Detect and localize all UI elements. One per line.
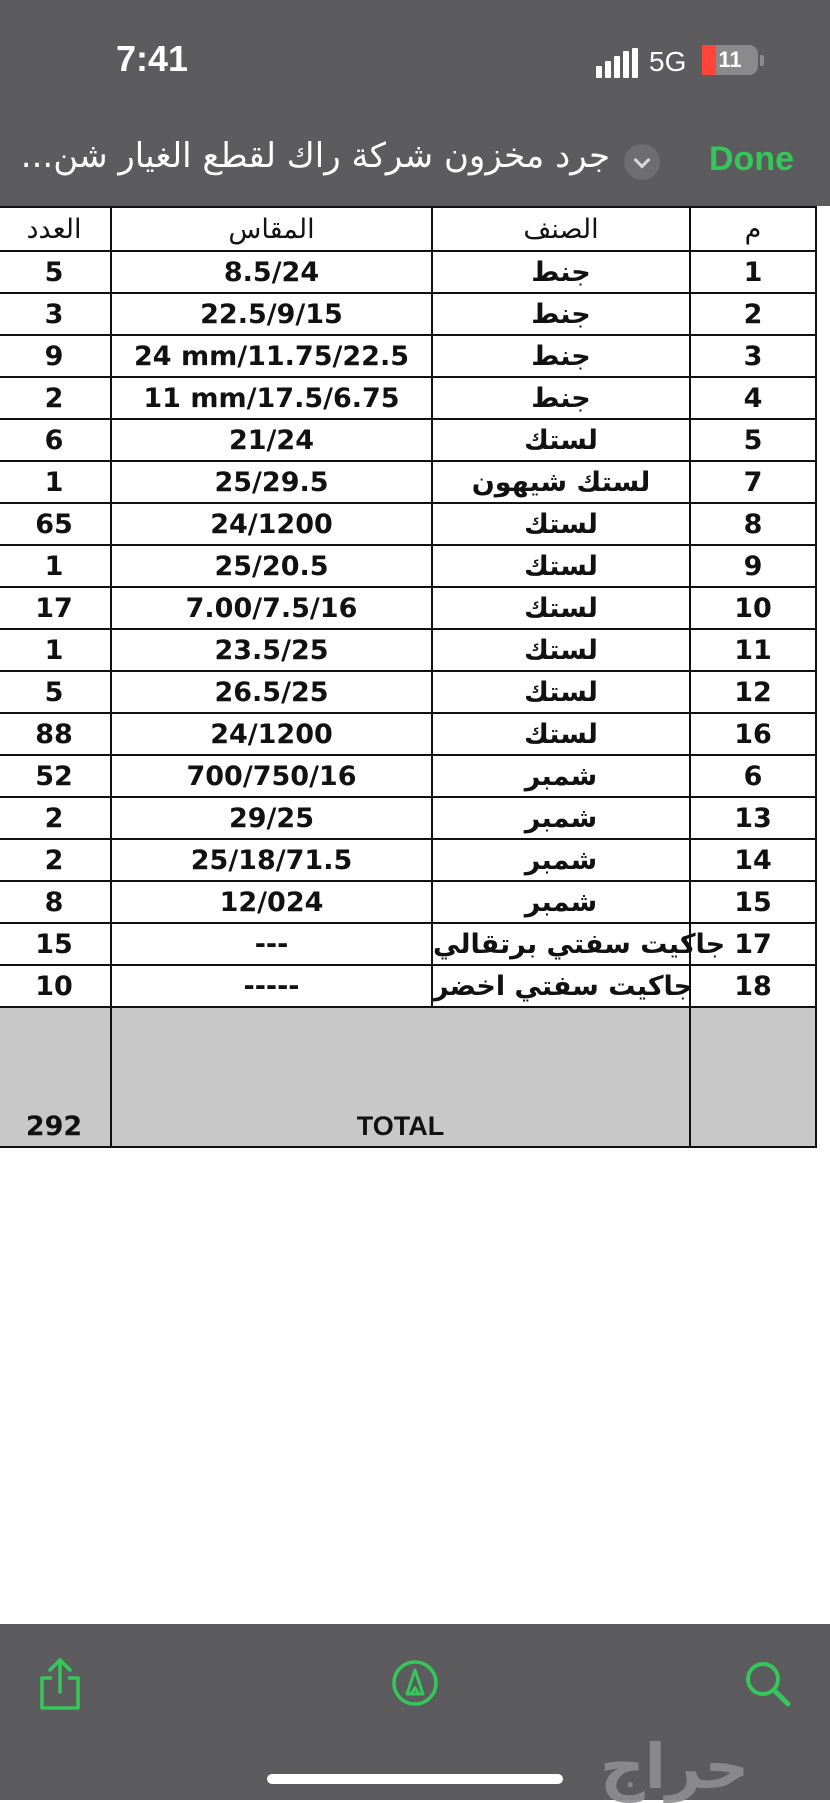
table-row xyxy=(0,377,816,419)
status-time: 7:41 xyxy=(116,38,189,79)
cell-category: لستك xyxy=(432,713,690,755)
document-title[interactable]: جرد مخزون شركة راك لقطع الغيار شن... xyxy=(20,136,610,176)
table-row xyxy=(0,419,816,461)
chevron-down-icon[interactable] xyxy=(624,144,660,180)
network-type: 5G xyxy=(649,46,687,77)
header-category: الصنف xyxy=(432,207,690,251)
cell-size: ----- xyxy=(111,965,432,1007)
cell-qty: 2 xyxy=(0,839,111,881)
cell-size: 25/18/71.5 xyxy=(111,839,432,881)
cell-qty: 2 xyxy=(0,797,111,839)
table-row xyxy=(0,755,816,797)
battery-tip xyxy=(760,55,764,66)
table-row xyxy=(0,335,816,377)
cell-num: 1 xyxy=(690,251,816,293)
table-row xyxy=(0,797,816,839)
cell-qty: 1 xyxy=(0,545,111,587)
cell-num: 14 xyxy=(690,839,816,881)
table-row xyxy=(0,293,816,335)
done-button[interactable]: Done xyxy=(709,140,794,178)
table-row xyxy=(0,461,816,503)
cell-size: 24/1200 xyxy=(111,503,432,545)
cell-size: 22.5/9/15 xyxy=(111,293,432,335)
cell-category: جنط xyxy=(432,251,690,293)
table-row xyxy=(0,881,816,923)
cell-qty: 1 xyxy=(0,461,111,503)
table-row xyxy=(0,713,816,755)
cell-category: جنط xyxy=(432,293,690,335)
cell-num: 8 xyxy=(690,503,816,545)
cell-size: 25/20.5 xyxy=(111,545,432,587)
cell-size: 25/29.5 xyxy=(111,461,432,503)
cell-size: 8.5/24 xyxy=(111,251,432,293)
cell-num: 7 xyxy=(690,461,816,503)
cell-num: 17 xyxy=(690,923,816,965)
signal-icon xyxy=(596,48,638,78)
battery-icon xyxy=(702,45,758,75)
cell-category: شمبر xyxy=(432,839,690,881)
cell-qty: 1 xyxy=(0,629,111,671)
cell-num: 10 xyxy=(690,587,816,629)
markup-icon[interactable] xyxy=(390,1658,440,1708)
cell-category: لستك شيهون xyxy=(432,461,690,503)
cell-size: 12/024 xyxy=(111,881,432,923)
cell-category: جنط xyxy=(432,335,690,377)
table-row xyxy=(0,545,816,587)
nav-header xyxy=(0,0,830,206)
cell-size: 29/25 xyxy=(111,797,432,839)
cell-category: لستك xyxy=(432,587,690,629)
cell-category: لستك xyxy=(432,545,690,587)
cell-num: 2 xyxy=(690,293,816,335)
cell-category: شمبر xyxy=(432,755,690,797)
cell-qty: 52 xyxy=(0,755,111,797)
header-qty: العدد xyxy=(0,207,111,251)
inventory-table xyxy=(0,206,817,1148)
cell-category: لستك xyxy=(432,419,690,461)
cell-qty: 9 xyxy=(0,335,111,377)
home-indicator[interactable] xyxy=(267,1774,563,1784)
header-num: م xyxy=(690,207,816,251)
cell-category: جاكيت سفتي برتقالي xyxy=(432,923,690,965)
cell-qty: 8 xyxy=(0,881,111,923)
cell-num: 4 xyxy=(690,377,816,419)
cell-size: 24 mm/11.75/22.5 xyxy=(111,335,432,377)
cell-size: 24/1200 xyxy=(111,713,432,755)
cell-num: 12 xyxy=(690,671,816,713)
cell-num: 3 xyxy=(690,335,816,377)
cell-category: شمبر xyxy=(432,881,690,923)
cell-size: 26.5/25 xyxy=(111,671,432,713)
table-row xyxy=(0,629,816,671)
table-header-row xyxy=(0,207,816,251)
cell-qty: 88 xyxy=(0,713,111,755)
cell-qty: 5 xyxy=(0,251,111,293)
cell-num: 5 xyxy=(690,419,816,461)
cell-category: لستك xyxy=(432,629,690,671)
header-size: المقاس xyxy=(111,207,432,251)
total-blank xyxy=(690,1007,816,1147)
cell-qty: 65 xyxy=(0,503,111,545)
total-qty: 292 xyxy=(0,1007,111,1147)
cell-qty: 10 xyxy=(0,965,111,1007)
cell-size: 700/750/16 xyxy=(111,755,432,797)
table-row xyxy=(0,671,816,713)
total-label: TOTAL xyxy=(111,1007,690,1147)
battery-level: 11 xyxy=(718,47,742,72)
table-row xyxy=(0,923,816,965)
share-icon[interactable] xyxy=(36,1656,84,1712)
total-row xyxy=(0,1007,816,1147)
cell-size: 11 mm/17.5/6.75 xyxy=(111,377,432,419)
cell-num: 16 xyxy=(690,713,816,755)
cell-num: 15 xyxy=(690,881,816,923)
cell-category: لستك xyxy=(432,671,690,713)
search-icon[interactable] xyxy=(742,1658,794,1710)
table-row xyxy=(0,503,816,545)
table-row xyxy=(0,251,816,293)
cell-qty: 17 xyxy=(0,587,111,629)
cell-num: 18 xyxy=(690,965,816,1007)
cell-num: 13 xyxy=(690,797,816,839)
table-row xyxy=(0,839,816,881)
watermark-logo: حراج xyxy=(600,1730,750,1803)
cell-size: 23.5/25 xyxy=(111,629,432,671)
cell-num: 9 xyxy=(690,545,816,587)
cell-qty: 6 xyxy=(0,419,111,461)
cell-size: --- xyxy=(111,923,432,965)
cell-qty: 2 xyxy=(0,377,111,419)
table-row xyxy=(0,965,816,1007)
cell-size: 7.00/7.5/16 xyxy=(111,587,432,629)
cell-category: جاكيت سفتي اخضر xyxy=(432,965,690,1007)
cell-category: جنط xyxy=(432,377,690,419)
cell-num: 11 xyxy=(690,629,816,671)
cell-category: شمبر xyxy=(432,797,690,839)
cell-qty: 5 xyxy=(0,671,111,713)
cell-category: لستك xyxy=(432,503,690,545)
table-row xyxy=(0,587,816,629)
cell-size: 21/24 xyxy=(111,419,432,461)
cell-qty: 15 xyxy=(0,923,111,965)
cell-num: 6 xyxy=(690,755,816,797)
cell-qty: 3 xyxy=(0,293,111,335)
